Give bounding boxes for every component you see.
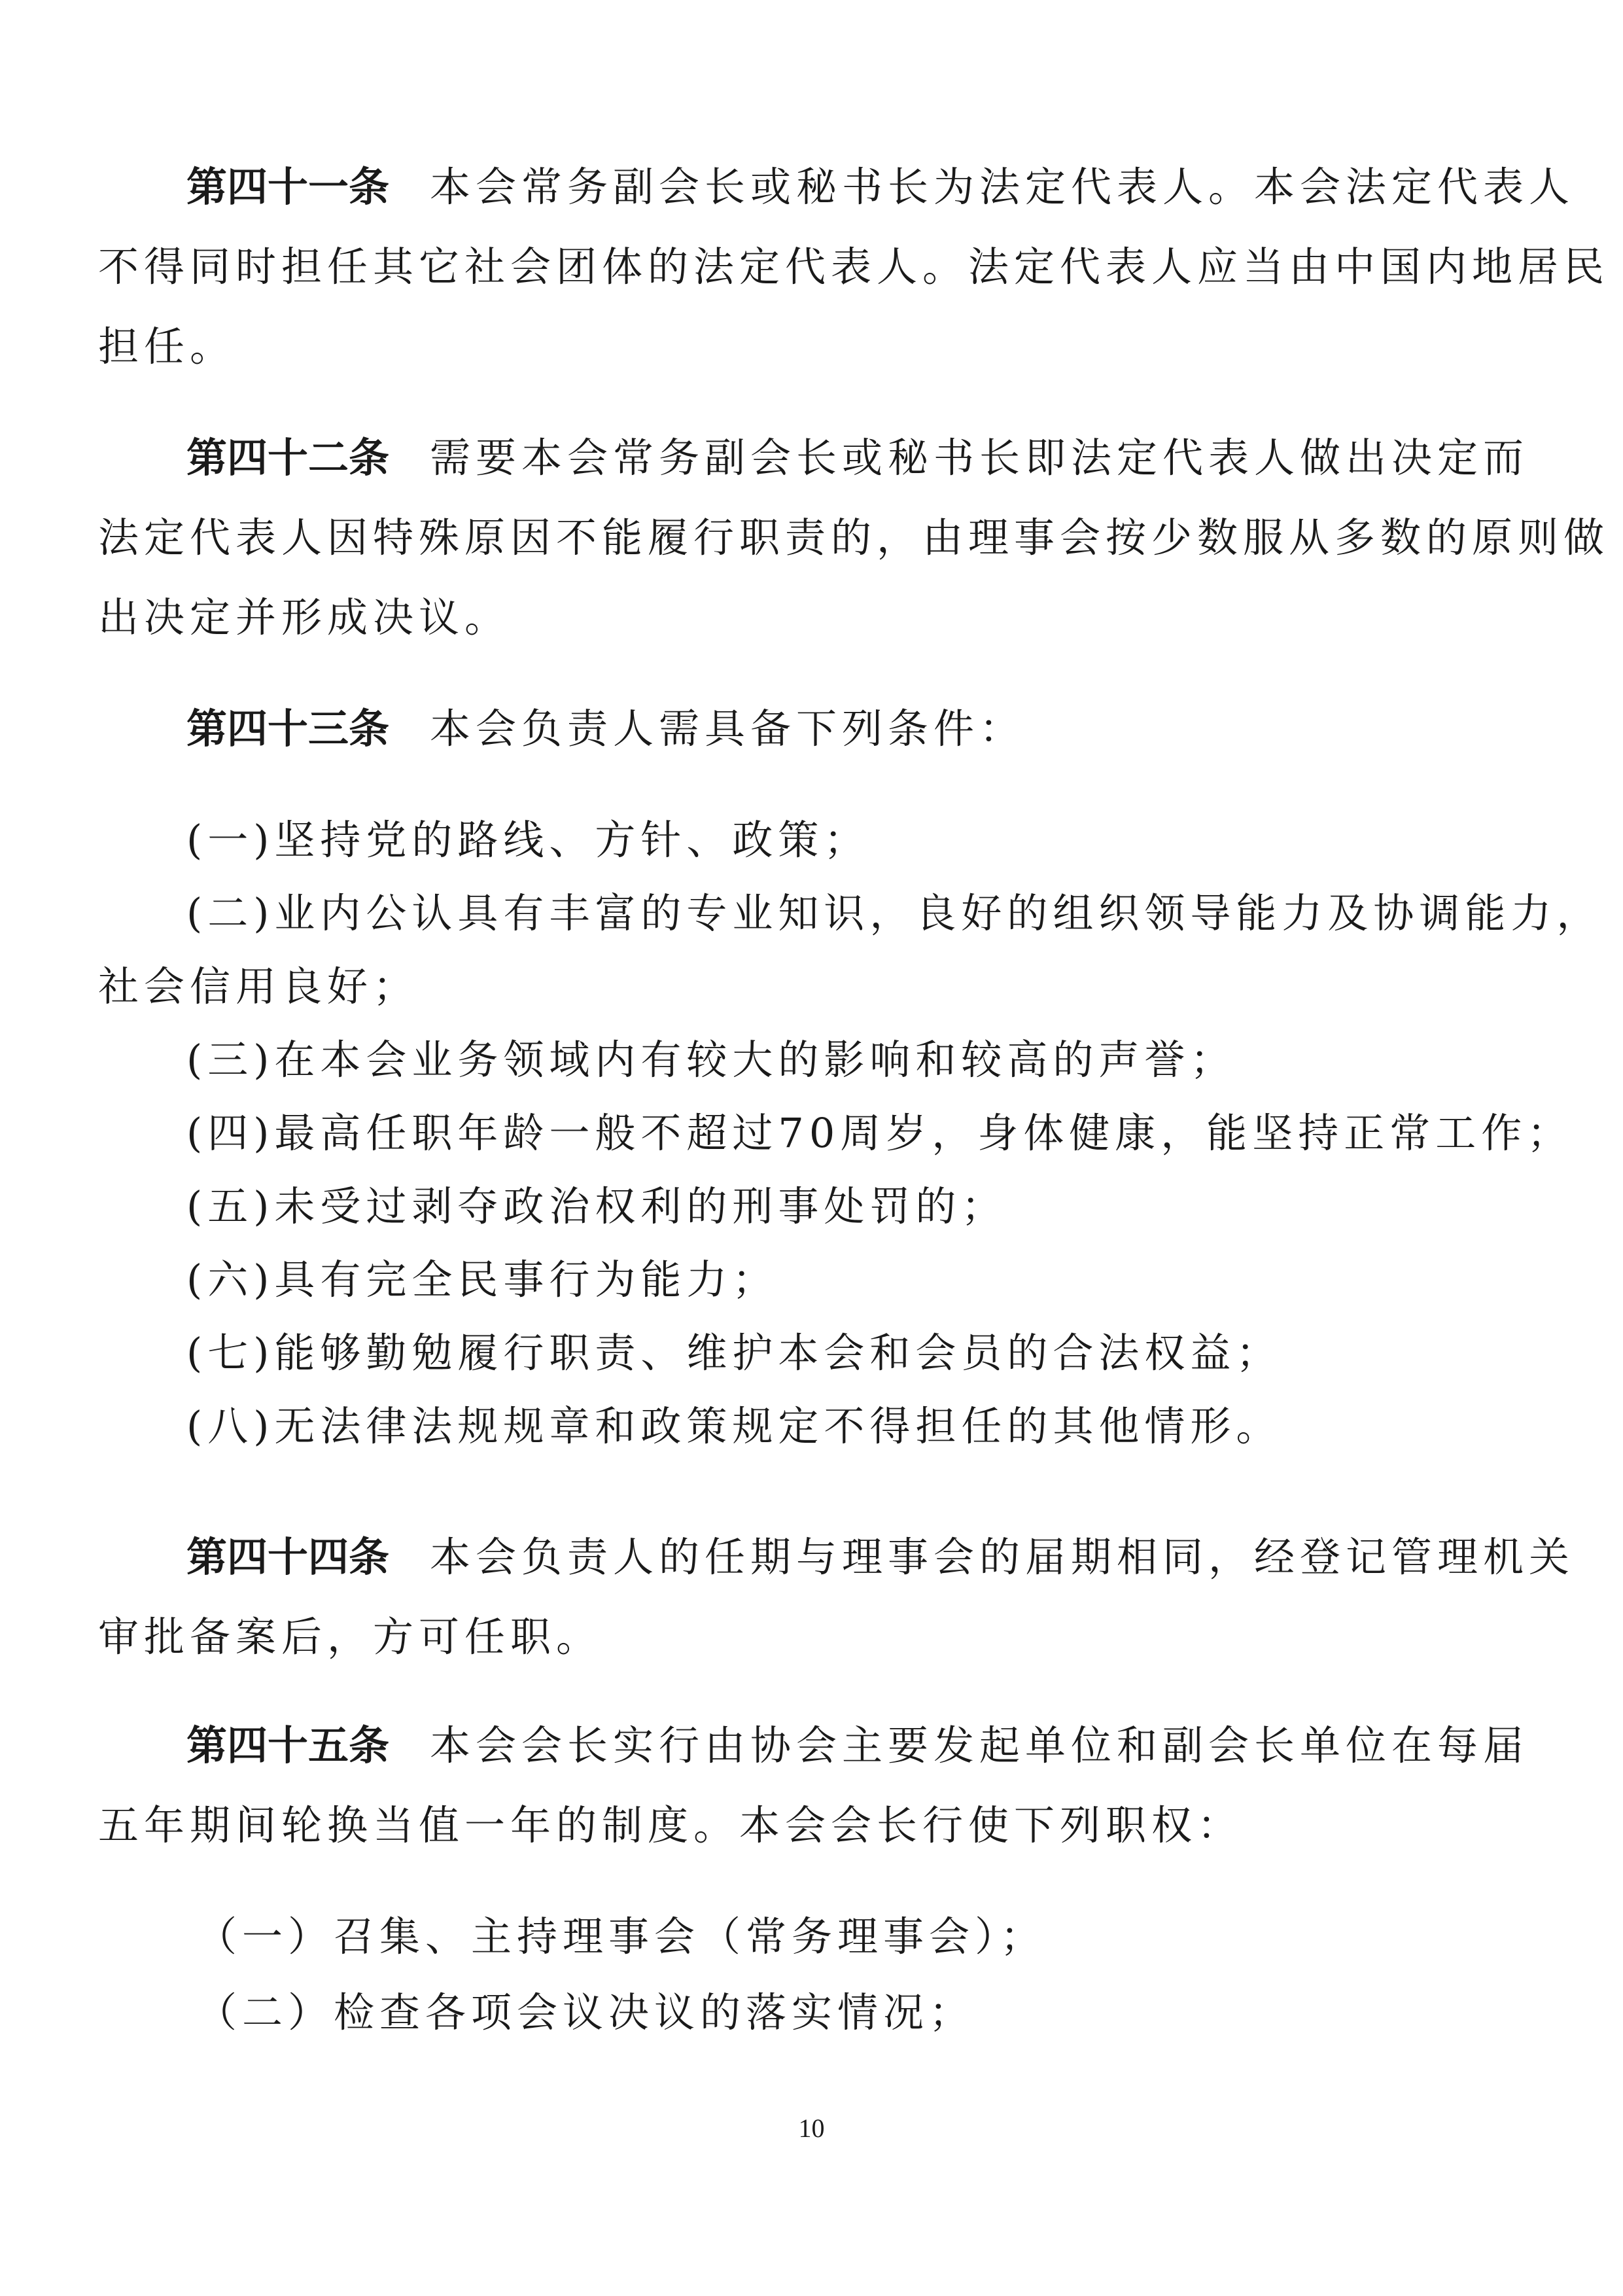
article-43-item-5: (五)未受过剥夺政治权利的刑事处罚的； — [186, 1182, 1007, 1230]
article-44-line-2: 审批备案后，方可任职。 — [98, 1613, 602, 1661]
article-42-title: 第四十二条 — [186, 434, 390, 482]
article-43-title: 第四十三条 — [186, 705, 390, 752]
article-42-line-2: 法定代表人因特殊原因不能履行职责的，由理事会按少数服从多数的原则做 — [98, 514, 1610, 561]
article-41-line-2: 不得同时担任其它社会团体的法定代表人。法定代表人应当由中国内地居民 — [98, 243, 1610, 291]
article-43-item-4: (四)最高任职年龄一般不超过70周岁，身体健康，能坚持正常工作； — [186, 1109, 1573, 1157]
article-43-text-1: 本会负责人需具备下列条件： — [430, 705, 1026, 752]
article-43-item-6: (六)具有完全民事行为能力； — [186, 1256, 778, 1303]
article-43-item-8: (八)无法律法规规章和政策规定不得担任的其他情形。 — [186, 1402, 1282, 1450]
article-44-title: 第四十四条 — [186, 1533, 390, 1581]
article-41-line-1 — [186, 161, 1575, 213]
article-43-item-1: (一)坚持党的路线、方针、政策； — [186, 816, 870, 864]
article-43-item-2-cont: 社会信用良好； — [98, 963, 419, 1010]
article-45-title: 第四十五条 — [186, 1722, 390, 1769]
article-44-line-1 — [186, 1531, 1575, 1583]
article-45-line-1 — [186, 1720, 1529, 1772]
article-45-text-1: 本会会长实行由协会主要发起单位和副会长单位在每届 — [430, 1722, 1529, 1769]
article-45-line-2: 五年期间轮换当值一年的制度。本会会长行使下列职权： — [98, 1801, 1244, 1849]
article-42-line-1 — [186, 432, 1529, 484]
article-41-title: 第四十一条 — [186, 163, 390, 211]
article-45-item-2: （二）检查各项会议决议的落实情况； — [196, 1988, 975, 2036]
page-number: 10 — [798, 2113, 825, 2143]
article-41-line-3: 担任。 — [98, 323, 236, 370]
article-42-text-1: 需要本会常务副会长或秘书长即法定代表人做出决定而 — [430, 434, 1529, 482]
article-45-item-1: （一）召集、主持理事会（常务理事会）； — [196, 1913, 1047, 1960]
article-43-line-1 — [186, 703, 1025, 755]
article-43-item-7: (七)能够勤勉履行职责、维护本会和会员的合法权益； — [186, 1329, 1282, 1377]
article-42-line-3: 出决定并形成决议。 — [98, 593, 511, 641]
article-43-item-3: (三)在本会业务领域内有较大的影响和较高的声誉； — [186, 1036, 1236, 1084]
article-41-text-1: 本会常务副会长或秘书长为法定代表人。本会法定代表人 — [430, 163, 1575, 211]
article-43-item-2: (二)业内公认具有丰富的专业知识，良好的组织领导能力及协调能力， — [186, 889, 1603, 937]
article-44-text-1: 本会负责人的任期与理事会的届期相同，经登记管理机关 — [430, 1533, 1575, 1581]
